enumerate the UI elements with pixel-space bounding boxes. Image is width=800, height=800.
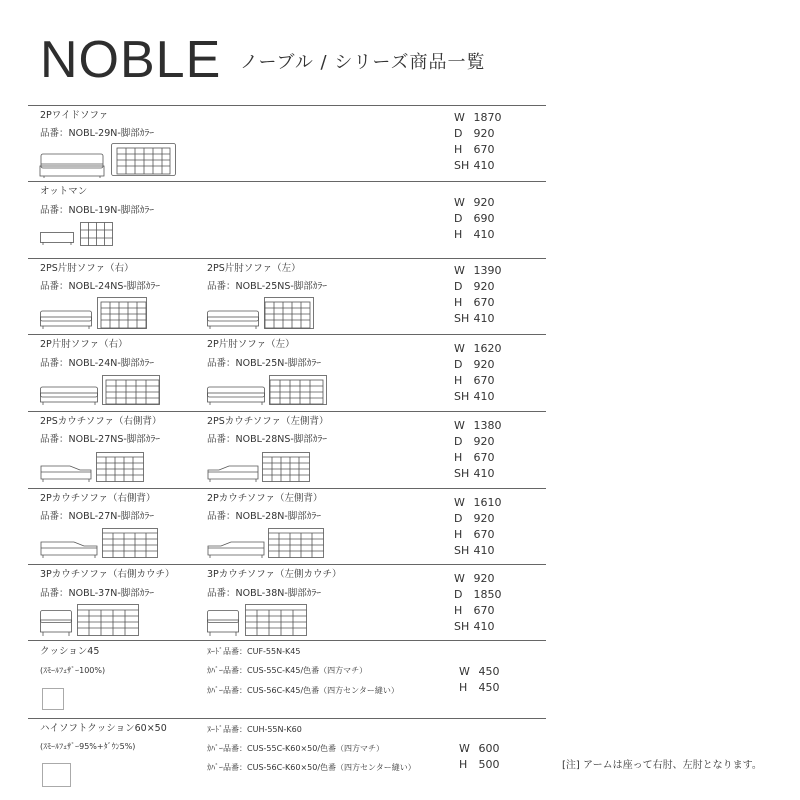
dim-w: W 1620 — [454, 342, 502, 355]
product-code: ｶﾊﾞｰ品番：CUS-55C-K45/色番（四方マチ） — [207, 666, 368, 675]
divider — [28, 334, 546, 335]
product-code: 品番：NOBL-19N-脚部ｶﾗｰ — [40, 205, 155, 216]
divider — [28, 105, 546, 106]
cushion-drawing — [42, 763, 71, 787]
dim-h: H 670 — [454, 451, 495, 464]
couch-front-drawing — [207, 538, 265, 558]
couch-front-drawing — [207, 462, 259, 482]
dim-sh: SH 410 — [454, 620, 495, 633]
dim-d: D 1850 — [454, 588, 502, 601]
sofa-top-drawing — [269, 375, 327, 405]
sofa-top-drawing — [111, 143, 176, 176]
dim-sh: SH 410 — [454, 312, 495, 325]
couch-top-drawing — [262, 452, 310, 482]
product-code: 品番：NOBL-38N-脚部ｶﾗｰ — [207, 588, 322, 599]
product-name: 2Pカウチソファ（左側背） — [207, 493, 323, 504]
product-material: (ｽﾓｰﾙﾌｪｻﾞｰ95%+ﾀﾞｳﾝ5%) — [40, 742, 136, 751]
dim-h: H 670 — [454, 528, 495, 541]
divider — [28, 258, 546, 259]
page-subtitle: ノーブル / シリーズ商品一覧 — [240, 52, 486, 73]
product-code: 品番：NOBL-37N-脚部ｶﾗｰ — [40, 588, 155, 599]
sofa-top-drawing — [102, 375, 160, 405]
dim-sh: SH 410 — [454, 159, 495, 172]
product-name: 3Pカウチソファ（左側カウチ） — [207, 569, 342, 580]
divider — [28, 488, 546, 489]
dim-w: W 1870 — [454, 111, 502, 124]
dim-d: D 920 — [454, 435, 495, 448]
product-code: ｶﾊﾞｰ品番：CUS-56C-K45/色番（四方センター縫い） — [207, 686, 399, 695]
dim-sh: SH 410 — [454, 544, 495, 557]
product-code: ｶﾊﾞｰ品番：CUS-56C-K60×50/色番（四方センター縫い） — [207, 763, 416, 772]
dim-sh: SH 410 — [454, 390, 495, 403]
dim-h: H 410 — [454, 228, 495, 241]
divider — [28, 564, 546, 565]
dim-w: W 1610 — [454, 496, 502, 509]
product-name: ハイソフトクッション60×50 — [40, 723, 167, 734]
divider — [28, 181, 546, 182]
product-code: 品番：NOBL-27NS-脚部ｶﾗｰ — [40, 434, 161, 445]
product-name: 2Pカウチソファ（右側背） — [40, 493, 156, 504]
product-code: ﾇｰﾄﾞ品番：CUH-55N-K60 — [207, 725, 302, 734]
product-code: 品番：NOBL-28NS-脚部ｶﾗｰ — [207, 434, 328, 445]
product-name: クッション45 — [40, 646, 100, 657]
couch-front-drawing — [40, 610, 72, 636]
product-name: 2PS片肘ソファ（左） — [207, 263, 301, 274]
product-code: 品番：NOBL-29N-脚部ｶﾗｰ — [40, 128, 155, 139]
product-material: (ｽﾓｰﾙﾌｪｻﾞｰ100%) — [40, 666, 106, 675]
couch-top-drawing — [245, 604, 307, 636]
dim-h: H 500 — [459, 758, 500, 771]
dim-w: W 1390 — [454, 264, 502, 277]
product-code: 品番：NOBL-27N-脚部ｶﾗｰ — [40, 511, 155, 522]
dim-h: H 670 — [454, 143, 495, 156]
product-code: 品番：NOBL-24NS-脚部ｶﾗｰ — [40, 281, 161, 292]
divider — [28, 718, 546, 719]
couch-top-drawing — [96, 452, 144, 482]
sofa-front-drawing — [40, 383, 98, 405]
brand-title: NOBLE — [40, 31, 222, 89]
dim-d: D 920 — [454, 280, 495, 293]
product-code: ｶﾊﾞｰ品番：CUS-55C-K60×50/色番（四方マチ） — [207, 744, 385, 753]
couch-top-drawing — [268, 528, 324, 558]
dim-d: D 690 — [454, 212, 495, 225]
ottoman-front-drawing — [40, 232, 74, 246]
product-name: オットマン — [40, 186, 88, 197]
dim-h: H 670 — [454, 604, 495, 617]
sofa-front-drawing — [207, 307, 259, 329]
product-code: ﾇｰﾄﾞ品番：CUF-55N-K45 — [207, 647, 301, 656]
product-name: 3Pカウチソファ（右側カウチ） — [40, 569, 175, 580]
dim-w: W 450 — [459, 665, 500, 678]
couch-top-drawing — [77, 604, 139, 636]
product-name: 2Pワイドソファ — [40, 110, 109, 121]
product-code: 品番：NOBL-25N-脚部ｶﾗｰ — [207, 358, 322, 369]
product-name: 2PS片肘ソファ（右） — [40, 263, 134, 274]
product-name: 2P片肘ソファ（左） — [207, 339, 295, 350]
couch-front-drawing — [207, 610, 239, 636]
dim-w: W 920 — [454, 572, 495, 585]
sofa-front-drawing — [40, 307, 92, 329]
dim-w: W 600 — [459, 742, 500, 755]
product-name: 2PSカウチソファ（左側背） — [207, 416, 329, 427]
product-code: 品番：NOBL-24N-脚部ｶﾗｰ — [40, 358, 155, 369]
dim-d: D 920 — [454, 512, 495, 525]
dim-h: H 670 — [454, 296, 495, 309]
couch-front-drawing — [40, 538, 98, 558]
sofa-front-drawing — [40, 152, 104, 178]
dim-w: W 1380 — [454, 419, 502, 432]
dim-d: D 920 — [454, 358, 495, 371]
divider — [28, 411, 546, 412]
product-code: 品番：NOBL-28N-脚部ｶﾗｰ — [207, 511, 322, 522]
product-name: 2P片肘ソファ（右） — [40, 339, 128, 350]
sofa-top-drawing — [97, 297, 147, 329]
product-code: 品番：NOBL-25NS-脚部ｶﾗｰ — [207, 281, 328, 292]
sofa-top-drawing — [264, 297, 314, 329]
sofa-front-drawing — [207, 383, 265, 405]
footnote: [注] アームは座って右肘、左肘となります。 — [562, 760, 762, 771]
cushion-drawing — [42, 688, 64, 710]
dim-d: D 920 — [454, 127, 495, 140]
dim-w: W 920 — [454, 196, 495, 209]
dim-sh: SH 410 — [454, 467, 495, 480]
divider — [28, 640, 546, 641]
ottoman-top-drawing — [80, 222, 113, 246]
product-name: 2PSカウチソファ（右側背） — [40, 416, 162, 427]
couch-top-drawing — [102, 528, 158, 558]
couch-front-drawing — [40, 462, 92, 482]
dim-h: H 670 — [454, 374, 495, 387]
dim-h: H 450 — [459, 681, 500, 694]
